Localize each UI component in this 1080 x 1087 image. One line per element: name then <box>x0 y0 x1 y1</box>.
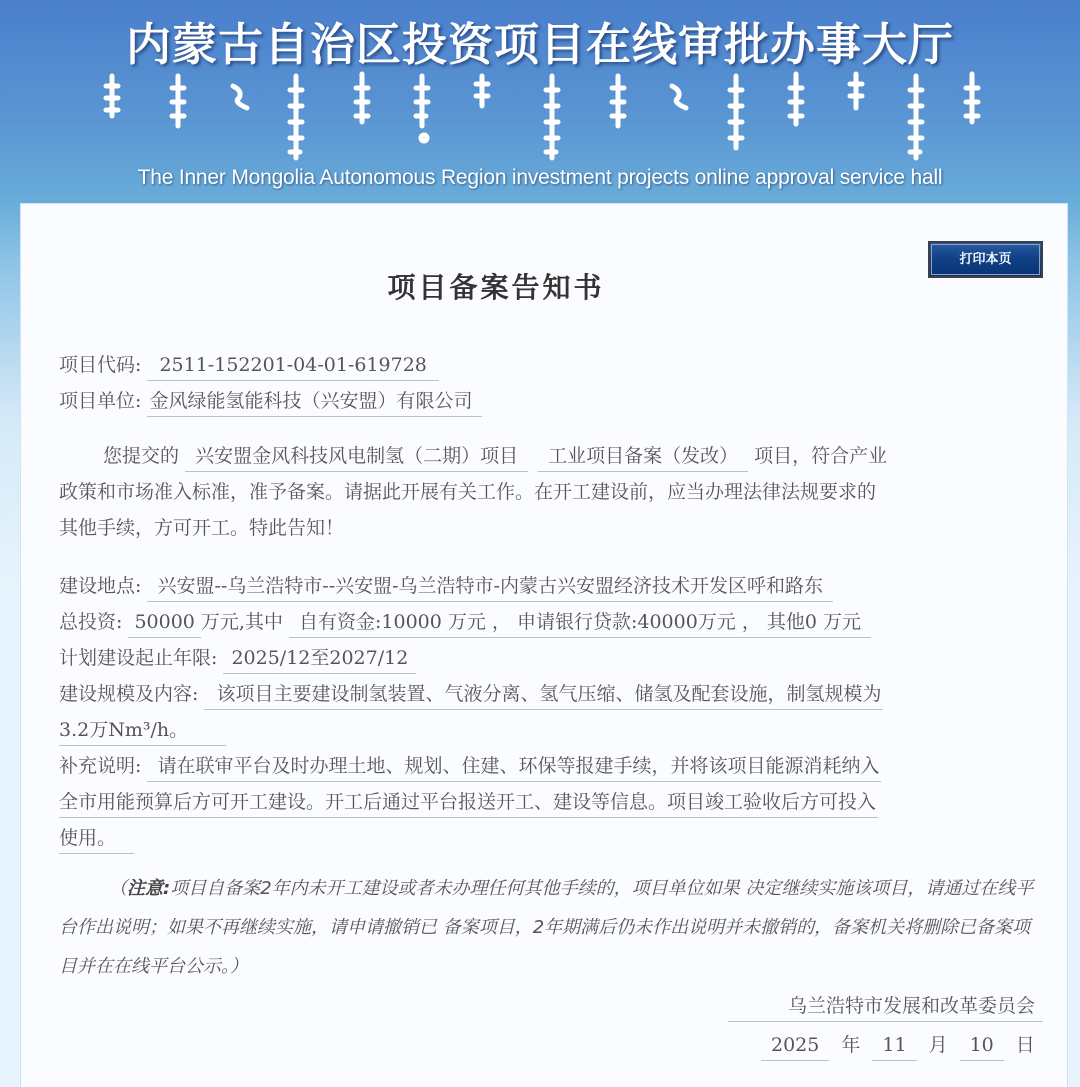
project-name-value: 兴安盟金风科技风电制氢（二期）项目 <box>185 441 528 472</box>
project-unit-label: 项目单位: <box>59 390 142 412</box>
project-code-row <box>59 350 439 381</box>
supplement-value-line2: 全市用能预算后方可开工建设。开工后通过平台报送开工、建设等信息。项目竣工验收后方可投入 <box>59 787 878 818</box>
date-year-label: 年 <box>841 1034 861 1056</box>
body-line3: 其他手续，方可开工。特此告知！ <box>59 517 345 539</box>
scope-row <box>59 679 883 710</box>
notice-bold-label: 注意: <box>127 878 171 899</box>
date-month-label: 月 <box>928 1034 948 1056</box>
period-label: 计划建设起止年限: <box>59 647 218 669</box>
supplement-label: 补充说明: <box>59 755 142 777</box>
date-month: 11 <box>872 1030 916 1061</box>
header-banner <box>0 0 1080 205</box>
scope-label: 建设规模及内容: <box>59 683 199 705</box>
issuer-name: 乌兰浩特市发展和改革委员会 <box>728 991 1043 1022</box>
issue-date <box>761 1030 1047 1061</box>
investment-total-value: 50000 <box>128 607 200 638</box>
filing-notice-card <box>20 203 1068 1087</box>
approval-paragraph <box>59 438 1034 546</box>
investment-row <box>59 607 871 638</box>
supplement-row-2 <box>59 787 878 818</box>
page-title: 项目备案告知书 <box>387 271 605 304</box>
scope-value-line1: 该项目主要建设制氢装置、气液分离、氢气压缩、储氢及配套设施，制氢规模为 <box>204 679 883 710</box>
scope-value-line2: 3.2万Nm³/h。 <box>59 715 226 746</box>
supplement-value-line3: 使用。 <box>59 823 134 854</box>
mongolian-script-title-icon <box>0 66 1080 166</box>
project-code-label: 项目代码: <box>59 354 142 376</box>
investment-breakdown-value: 自有资金:10000 万元 ， 申请银行贷款:40000万元 ， 其他0 万元 <box>289 607 871 638</box>
scope-row-2 <box>59 715 226 746</box>
location-label: 建设地点: <box>59 575 142 597</box>
banner-title-cn: 内蒙古自治区投资项目在线审批办事大厅 <box>125 18 954 71</box>
date-day-label: 日 <box>1015 1034 1035 1056</box>
project-unit-row <box>59 386 482 417</box>
supplement-row-3 <box>59 823 134 854</box>
location-row <box>59 571 833 602</box>
supplement-row <box>59 751 881 782</box>
date-year: 2025 <box>761 1030 829 1061</box>
banner-title-en: The Inner Mongolia Autonomous Region investment projects online approval service hall <box>137 166 943 189</box>
location-value: 兴安盟--乌兰浩特市--兴安盟-乌兰浩特市-内蒙古兴安盟经济技术开发区呼和路东 <box>147 571 833 602</box>
notice-paragraph <box>59 869 1039 986</box>
notice-text: 项目自备案2年内未开工建设或者未办理任何其他手续的，项目单位如果 决定继续实施该项目，请通过在线平台作出说明；如果不再继续实施，请申请撤销已 备案项目，2年期满后仍未作出说明并未撤销的，备案机关将删除已备案项目并在在线平台公示。） <box>59 878 1034 977</box>
supplement-value-line1: 请在联审平台及时办理土地、规划、住建、环保等报建手续，并将该项目能源消耗纳入 <box>147 751 881 782</box>
body-line2: 政策和市场准入标准，准予备案。请据此开展有关工作。在开工建设前，应当办理法律法规要求的 <box>59 481 877 503</box>
project-unit-value: 金风绿能氢能科技（兴安盟）有限公司 <box>147 386 482 417</box>
date-day: 10 <box>960 1030 1004 1061</box>
print-page-button[interactable]: 打印本页 <box>928 241 1043 278</box>
investment-unit-suffix: 万元,其中 <box>200 611 283 633</box>
body-prefix: 您提交的 <box>103 445 180 467</box>
project-code-value: 2511-152201-04-01-619728 <box>147 350 438 381</box>
notice-open: （ <box>109 878 127 899</box>
period-value: 2025/12至2027/12 <box>223 643 416 674</box>
period-row <box>59 643 416 674</box>
investment-label: 总投资: <box>59 611 123 633</box>
filing-type-value: 工业项目备案（发改） <box>538 441 748 472</box>
body-line1-suffix: 项目，符合产业 <box>754 445 888 467</box>
